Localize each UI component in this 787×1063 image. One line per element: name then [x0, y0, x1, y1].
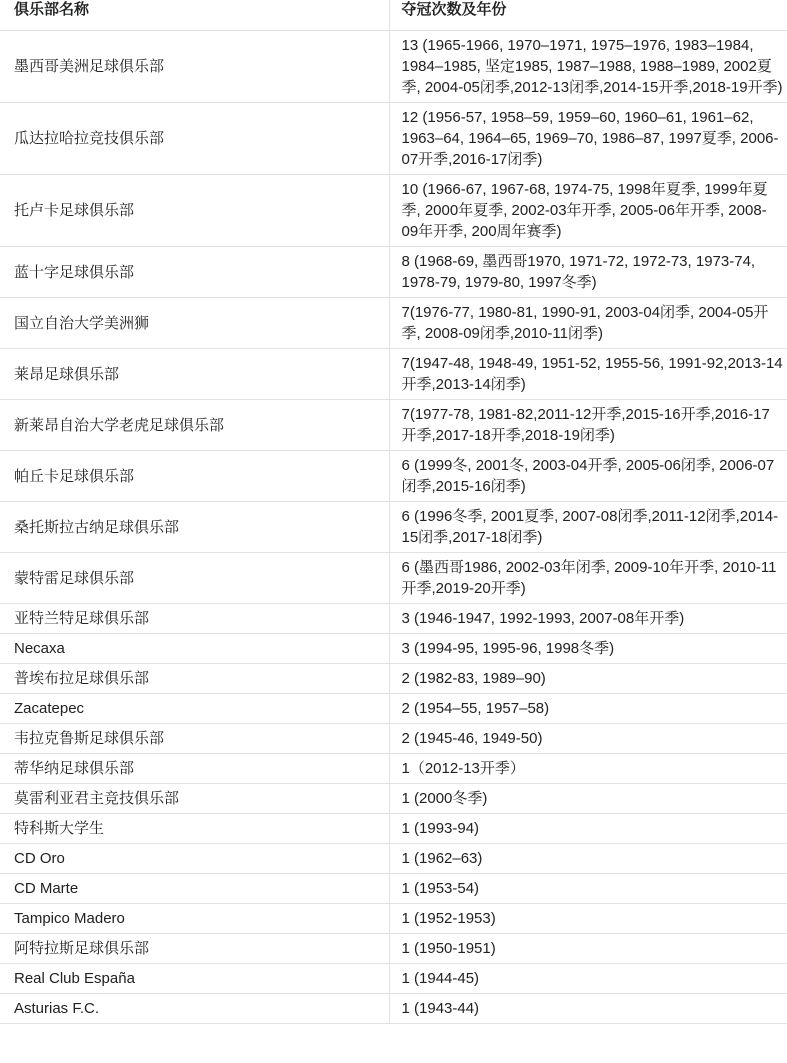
club-name-cell: 蓝十字足球俱乐部 [0, 247, 389, 298]
club-name-cell: CD Oro [0, 844, 389, 874]
table-row [0, 754, 787, 784]
table-row [0, 874, 787, 904]
table-row [0, 502, 787, 553]
table-row [0, 904, 787, 934]
titles-years-cell: 6 (1999冬, 2001冬, 2003-04开季, 2005-06闭季, 2006-07闭季,2015-16闭季) [389, 451, 787, 502]
table-row [0, 724, 787, 754]
club-name-cell: 桑托斯拉古纳足球俱乐部 [0, 502, 389, 553]
table-row [0, 604, 787, 634]
table-row [0, 814, 787, 844]
table-row [0, 349, 787, 400]
titles-years-cell: 8 (1968-69, 墨西哥1970, 1971-72, 1972-73, 1973-74, 1978-79, 1979-80, 1997冬季) [389, 247, 787, 298]
titles-years-cell: 1 (1944-45) [389, 964, 787, 994]
table-row [0, 664, 787, 694]
titles-years-cell: 1 (1953-54) [389, 874, 787, 904]
titles-years-cell: 1 (2000冬季) [389, 784, 787, 814]
titles-years-cell: 1 (1962–63) [389, 844, 787, 874]
club-name-cell: 韦拉克鲁斯足球俱乐部 [0, 724, 389, 754]
table-row [0, 844, 787, 874]
titles-years-cell: 13 (1965-1966, 1970–1971, 1975–1976, 1983–1984, 1984–1985, 坚定1985, 1987–1988, 1988–1989, 2002夏季, 2004-05闭季,2012-13闭季,2014-15开季,2018-19开季) [389, 31, 787, 103]
column-header-club-name: 俱乐部名称 [0, 0, 389, 31]
club-name-cell: 亚特兰特足球俱乐部 [0, 604, 389, 634]
titles-years-cell: 7(1977-78, 1981-82,2011-12开季,2015-16开季,2016-17开季,2017-18开季,2018-19闭季) [389, 400, 787, 451]
table-row [0, 31, 787, 103]
club-name-cell: Asturias F.C. [0, 994, 389, 1024]
titles-years-cell: 2 (1982-83, 1989–90) [389, 664, 787, 694]
table-row [0, 451, 787, 502]
club-name-cell: 蒂华纳足球俱乐部 [0, 754, 389, 784]
club-name-cell: 莱昂足球俱乐部 [0, 349, 389, 400]
table-row [0, 103, 787, 175]
club-name-cell: 国立自治大学美洲狮 [0, 298, 389, 349]
titles-years-cell: 1 (1950-1951) [389, 934, 787, 964]
table-row [0, 247, 787, 298]
club-name-cell: 托卢卡足球俱乐部 [0, 175, 389, 247]
titles-years-cell: 6 (墨西哥1986, 2002-03年闭季, 2009-10年开季, 2010-11开季,2019-20开季) [389, 553, 787, 604]
table-row [0, 634, 787, 664]
titles-years-cell: 1（2012-13开季） [389, 754, 787, 784]
club-name-cell: Tampico Madero [0, 904, 389, 934]
titles-years-cell: 3 (1994-95, 1995-96, 1998冬季) [389, 634, 787, 664]
club-name-cell: Zacatepec [0, 694, 389, 724]
titles-years-cell: 12 (1956-57, 1958–59, 1959–60, 1960–61, 1961–62, 1963–64, 1964–65, 1969–70, 1986–87, 1997夏季, 2006-07开季,2016-17闭季) [389, 103, 787, 175]
club-name-cell: 特科斯大学生 [0, 814, 389, 844]
titles-years-cell: 7(1947-48, 1948-49, 1951-52, 1955-56, 1991-92,2013-14开季,2013-14闭季) [389, 349, 787, 400]
club-name-cell: 莫雷利亚君主竞技俱乐部 [0, 784, 389, 814]
table-row [0, 694, 787, 724]
club-name-cell: 阿特拉斯足球俱乐部 [0, 934, 389, 964]
titles-years-cell: 7(1976-77, 1980-81, 1990-91, 2003-04闭季, 2004-05开季, 2008-09闭季,2010-11闭季) [389, 298, 787, 349]
table-row [0, 964, 787, 994]
titles-years-cell: 3 (1946-1947, 1992-1993, 2007-08年开季) [389, 604, 787, 634]
club-name-cell: 新莱昂自治大学老虎足球俱乐部 [0, 400, 389, 451]
table-row [0, 784, 787, 814]
table-row [0, 175, 787, 247]
table-row [0, 934, 787, 964]
table-row [0, 298, 787, 349]
club-name-cell: 蒙特雷足球俱乐部 [0, 553, 389, 604]
club-name-cell: 墨西哥美洲足球俱乐部 [0, 31, 389, 103]
titles-years-cell: 6 (1996冬季, 2001夏季, 2007-08闭季,2011-12闭季,2014-15闭季,2017-18闭季) [389, 502, 787, 553]
titles-years-cell: 2 (1954–55, 1957–58) [389, 694, 787, 724]
club-name-cell: Necaxa [0, 634, 389, 664]
club-name-cell: 帕丘卡足球俱乐部 [0, 451, 389, 502]
table-row [0, 400, 787, 451]
club-name-cell: 普埃布拉足球俱乐部 [0, 664, 389, 694]
titles-years-cell: 1 (1943-44) [389, 994, 787, 1024]
table-row [0, 994, 787, 1024]
club-name-cell: CD Marte [0, 874, 389, 904]
titles-years-cell: 1 (1993-94) [389, 814, 787, 844]
club-name-cell: Real Club España [0, 964, 389, 994]
column-header-titles-years: 夺冠次数及年份 [389, 0, 787, 31]
header-row [0, 0, 787, 31]
table-body [0, 31, 787, 1024]
table-row [0, 553, 787, 604]
titles-years-cell: 2 (1945-46, 1949-50) [389, 724, 787, 754]
club-name-cell: 瓜达拉哈拉竞技俱乐部 [0, 103, 389, 175]
titles-years-cell: 10 (1966-67, 1967-68, 1974-75, 1998年夏季, 1999年夏季, 2000年夏季, 2002-03年开季, 2005-06年开季, 2008-09年开季, 200周年赛季) [389, 175, 787, 247]
titles-years-cell: 1 (1952-1953) [389, 904, 787, 934]
